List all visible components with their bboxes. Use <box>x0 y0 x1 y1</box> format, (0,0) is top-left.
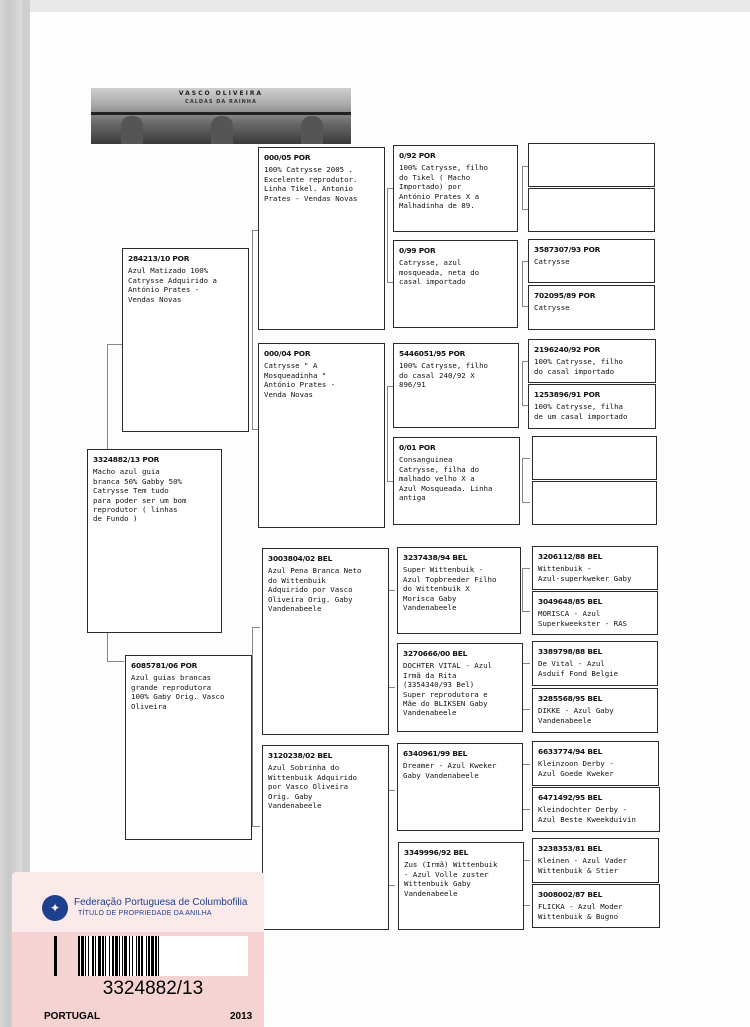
banner-arch <box>301 116 323 144</box>
pedigree-box-gen4 <box>528 285 655 330</box>
ring-number: 3238353/81 BEL <box>538 844 603 853</box>
ring-number-large: 3324882/13 <box>102 978 204 999</box>
barcode-bar <box>159 936 161 976</box>
bird-description: FLICKA - Azul Moder Wittenbuik & Bugno <box>538 902 623 921</box>
pedigree-box-subject <box>87 449 222 633</box>
pedigree-box-dam-dam <box>262 745 389 930</box>
pedigree-box-gen4 <box>532 688 658 733</box>
ring-number: 0/01 POR <box>399 443 436 452</box>
pedigree-box-gen4 <box>532 884 660 928</box>
pedigree-box-gen3 <box>397 743 523 831</box>
connector <box>522 568 530 612</box>
bird-description: Kleinzoon Derby - Azul Goede Kweker <box>538 759 614 778</box>
pedigree-box-dam <box>125 655 252 840</box>
bird-description: Kleindochter Derby - Azul Beste Kweekduivin <box>538 805 636 824</box>
ring-number: 3324882/13 POR <box>93 455 160 464</box>
pedigree-box-gen3 <box>398 842 524 930</box>
bird-description: Azul guias brancas grande reprodutora 100% Gaby Orig. Vasco Oliveira <box>131 673 225 711</box>
pedigree-box-gen4 <box>528 339 656 383</box>
card-year: 2013 <box>230 1011 253 1022</box>
ring-number: 1253896/91 POR <box>534 390 601 399</box>
card-subtitle: TÍTULO DE PROPRIEDADE DA ANILHA <box>78 910 212 917</box>
loft-banner <box>91 88 351 144</box>
bird-description: Dreamer - Azul Kweker Gaby Vandenabeele <box>403 761 497 780</box>
banner-arch <box>211 116 233 144</box>
ring-number: 6085781/06 POR <box>131 661 198 670</box>
connector <box>522 764 530 810</box>
bird-description: Zus (Irmã) Wittenbuik - Azul Volle zuster Wittenbuik Gaby Vandenabeele <box>404 860 498 898</box>
bird-description: Catrysse <box>534 257 570 267</box>
pedigree-box-gen4 <box>532 787 660 832</box>
ring-number: 6633774/94 BEL <box>538 747 603 756</box>
pedigree-box-gen3 <box>397 547 521 634</box>
pedigree-box-gen4 <box>528 188 655 232</box>
ring-number: 2196240/92 POR <box>534 345 601 354</box>
connector <box>252 627 260 827</box>
pedigree-box-gen4 <box>532 481 657 525</box>
card-country: PORTUGAL <box>44 1011 101 1022</box>
ring-ownership-card <box>12 872 264 1027</box>
pedigree-box-gen4 <box>532 641 658 686</box>
banner-name: VASCO OLIVEIRA <box>178 90 264 97</box>
bird-description: 100% Catrysse, filho do Tikel ( Macho Importado) por António Prates X a Malhadinha de 89. <box>399 163 488 211</box>
bird-description: 100% Catrysse, filho do casal importado <box>534 357 623 376</box>
bird-description: Macho azul guia branca 50% Gabby 50% Catrysse Tem tudo para poder ser um bom reprodutor ( linhas de Fundo ) <box>93 467 187 524</box>
pedigree-box-gen3 <box>393 240 518 328</box>
pedigree-box-gen4 <box>528 143 655 187</box>
ring-number: 284213/10 POR <box>128 254 190 263</box>
bird-description: Catrysse <box>534 303 570 313</box>
bird-description: MORISCA - Azul Superkweekster - RAS <box>538 609 627 628</box>
ring-number: 6471492/95 BEL <box>538 793 603 802</box>
pedigree-box-gen4 <box>528 384 656 429</box>
ring-number: 6340961/99 BEL <box>403 749 468 758</box>
ring-number: 3120238/02 BEL <box>268 751 333 760</box>
bird-description: DOCHTER VITAL - Azul Irmã da Rita (3354340/93 Bel) Super reprodutora e Mãe do BLIKSEN Gaby Vandenabeele <box>403 661 492 718</box>
ring-number: 0/92 POR <box>399 151 436 160</box>
banner-arch <box>121 116 143 144</box>
ring-number: 5446051/95 POR <box>399 349 466 358</box>
pedigree-box-sire-dam <box>258 343 385 528</box>
ring-number: 3270666/00 BEL <box>403 649 468 658</box>
bird-description: Azul Sobrinha do Wittenbuik Adquirido por Vasco Oliveira Orig. Gaby Vandenabeele <box>268 763 357 811</box>
bird-description: Consanguinea Catrysse, filha do malhado velho X a Azul Mosqueada. Linha antiga <box>399 455 493 503</box>
bird-description: 100% Catrysse, filho do casal 240/92 X 896/91 <box>399 361 488 390</box>
pedigree-box-gen4 <box>532 741 659 786</box>
pedigree-box-gen4 <box>532 546 658 590</box>
pedigree-box-gen4 <box>532 838 659 883</box>
federation-logo-icon: ✦ <box>42 895 68 921</box>
bird-description: Catrysse " A Mosqueadinha " António Prates - Venda Novas <box>264 361 336 399</box>
bird-description: Wittenbuik - Azul-superkweker Gaby <box>538 564 632 583</box>
bird-description: Super Wittenbuik - Azul Topbreeder Filho do Wittenbuik X Morisca Gaby Vandenabeele <box>403 565 497 613</box>
pedigree-box-dam-sire <box>262 548 389 735</box>
pedigree-box-sire-sire <box>258 147 385 330</box>
ring-number: 3285568/95 BEL <box>538 694 603 703</box>
pedigree-box-gen4 <box>532 436 657 480</box>
banner-place: CALDAS DA RAINHA <box>185 99 257 105</box>
banner-stripe <box>91 112 351 115</box>
ring-number: 3206112/88 BEL <box>538 552 603 561</box>
bird-description: 100% Catrysse, filha de um casal importado <box>534 402 628 421</box>
ring-number: 3008002/87 BEL <box>538 890 603 899</box>
ring-number: 0/99 POR <box>399 246 436 255</box>
connector <box>522 663 530 710</box>
connector <box>522 458 530 503</box>
ring-number: 000/04 POR <box>264 349 311 358</box>
ring-number: 3049648/85 BEL <box>538 597 603 606</box>
pedigree-box-gen3 <box>393 145 518 232</box>
bird-description: Azul Matizado 100% Catrysse Adquirido a António Prates - Vendas Novas <box>128 266 217 304</box>
ring-number: 3237438/94 BEL <box>403 553 468 562</box>
bird-description: 100% Catrysse 2005 . Excelente reprodutor. Linha Tikel. Antonio Prates - Vendas Novas <box>264 165 358 203</box>
federation-name: Federação Portuguesa de Columbofilia <box>74 897 248 908</box>
pedigree-box-gen3 <box>393 437 520 525</box>
pedigree-box-gen3 <box>397 643 523 732</box>
barcode <box>78 936 248 976</box>
bird-description: Kleinen - Azul Vader Wittenbuik & Stier <box>538 856 627 875</box>
pedigree-box-gen4 <box>528 239 655 283</box>
ring-number: 3389798/88 BEL <box>538 647 603 656</box>
pedigree-box-gen3 <box>393 343 519 428</box>
bird-description: De Vital - Azul Asduif Fond Belgie <box>538 659 619 678</box>
ring-number: 702095/89 POR <box>534 291 596 300</box>
ring-number: 3003804/02 BEL <box>268 554 333 563</box>
pedigree-box-gen4 <box>532 591 658 635</box>
bird-description: DIKKE - Azul Gaby Vandenabeele <box>538 706 614 725</box>
ring-number: 3349996/92 BEL <box>404 848 469 857</box>
barcode-guard-bar <box>54 936 57 976</box>
bird-description: Catrysse, azul mosqueada, neta do casal importado <box>399 258 480 287</box>
ring-number: 3587307/93 POR <box>534 245 601 254</box>
bird-description: Azul Pena Branca Neto do Wittenbuik Adquirido por Vasco Oliveira Orig. Gaby Vandenabeele <box>268 566 362 614</box>
card-header <box>12 872 264 932</box>
pedigree-box-sire <box>122 248 249 432</box>
ring-number: 000/05 POR <box>264 153 311 162</box>
